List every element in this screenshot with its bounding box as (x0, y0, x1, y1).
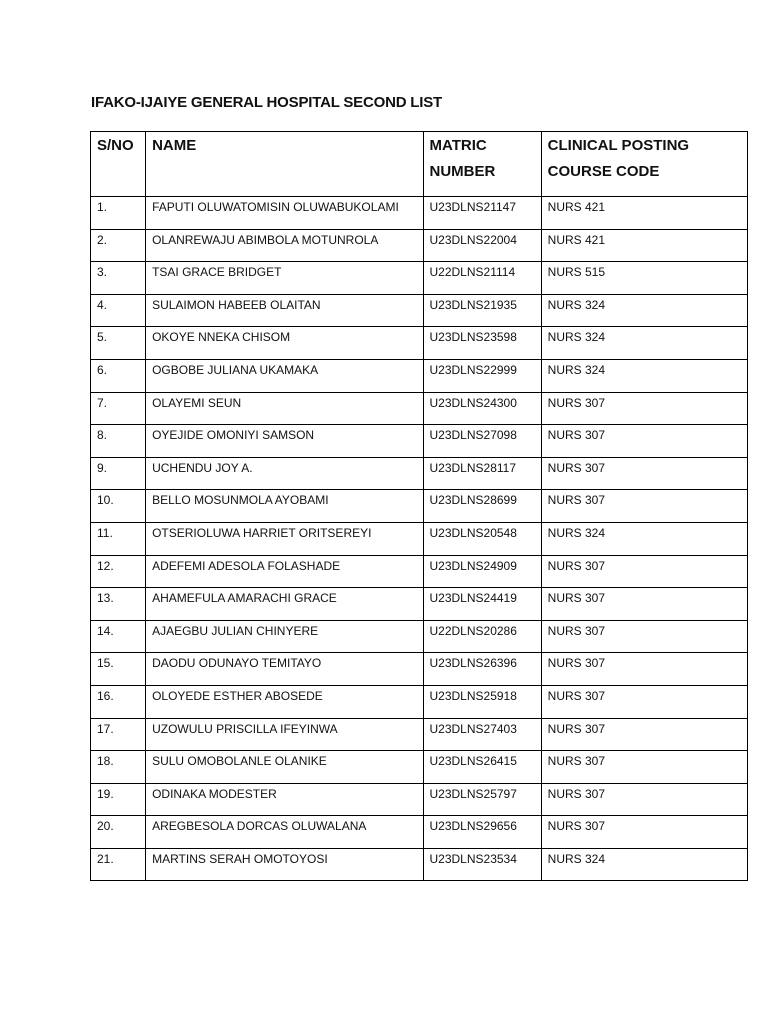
table-row (91, 718, 748, 751)
cell-sno: 8. (91, 425, 146, 458)
cell-course-code: NURS 307 (541, 425, 747, 458)
cell-course-code: NURS 307 (541, 816, 747, 849)
cell-matric-number: U23DLNS23534 (423, 848, 541, 881)
cell-name: ODINAKA MODESTER (146, 783, 423, 816)
table-row (91, 425, 748, 458)
cell-course-code: NURS 307 (541, 751, 747, 784)
cell-sno: 3. (91, 262, 146, 295)
cell-name: OGBOBE JULIANA UKAMAKA (146, 359, 423, 392)
header-row (91, 132, 748, 197)
cell-matric-number: U23DLNS28117 (423, 457, 541, 490)
cell-name: ADEFEMI ADESOLA FOLASHADE (146, 555, 423, 588)
cell-sno: 4. (91, 294, 146, 327)
table-row (91, 783, 748, 816)
table-row (91, 751, 748, 784)
cell-sno: 16. (91, 685, 146, 718)
header-name: NAME (146, 132, 423, 197)
table-row (91, 620, 748, 653)
table-header (91, 132, 748, 197)
cell-sno: 9. (91, 457, 146, 490)
cell-name: OKOYE NNEKA CHISOM (146, 327, 423, 360)
cell-course-code: NURS 307 (541, 588, 747, 621)
cell-matric-number: U23DLNS26396 (423, 653, 541, 686)
table-row (91, 262, 748, 295)
cell-sno: 2. (91, 229, 146, 262)
table-row (91, 816, 748, 849)
cell-name: BELLO MOSUNMOLA AYOBAMI (146, 490, 423, 523)
cell-name: TSAI GRACE BRIDGET (146, 262, 423, 295)
cell-sno: 5. (91, 327, 146, 360)
cell-name: OYEJIDE OMONIYI SAMSON (146, 425, 423, 458)
cell-course-code: NURS 324 (541, 327, 747, 360)
cell-matric-number: U23DLNS23598 (423, 327, 541, 360)
header-sno: S/NO (91, 132, 146, 197)
table-row (91, 588, 748, 621)
cell-sno: 17. (91, 718, 146, 751)
cell-matric-number: U23DLNS24909 (423, 555, 541, 588)
table-row (91, 197, 748, 230)
cell-course-code: NURS 324 (541, 359, 747, 392)
cell-matric-number: U23DLNS25918 (423, 685, 541, 718)
cell-course-code: NURS 324 (541, 522, 747, 555)
cell-name: OTSERIOLUWA HARRIET ORITSEREYI (146, 522, 423, 555)
cell-matric-number: U23DLNS24300 (423, 392, 541, 425)
cell-sno: 7. (91, 392, 146, 425)
cell-course-code: NURS 307 (541, 555, 747, 588)
cell-matric-number: U23DLNS27403 (423, 718, 541, 751)
cell-name: OLOYEDE ESTHER ABOSEDE (146, 685, 423, 718)
cell-matric-number: U23DLNS29656 (423, 816, 541, 849)
cell-name: AJAEGBU JULIAN CHINYERE (146, 620, 423, 653)
cell-matric-number: U22DLNS21114 (423, 262, 541, 295)
table-row (91, 685, 748, 718)
cell-matric-number: U23DLNS28699 (423, 490, 541, 523)
cell-course-code: NURS 421 (541, 197, 747, 230)
table-row (91, 490, 748, 523)
cell-matric-number: U22DLNS20286 (423, 620, 541, 653)
cell-course-code: NURS 307 (541, 620, 747, 653)
cell-sno: 10. (91, 490, 146, 523)
cell-course-code: NURS 307 (541, 653, 747, 686)
cell-name: DAODU ODUNAYO TEMITAYO (146, 653, 423, 686)
cell-sno: 6. (91, 359, 146, 392)
cell-name: AHAMEFULA AMARACHI GRACE (146, 588, 423, 621)
cell-sno: 20. (91, 816, 146, 849)
cell-sno: 12. (91, 555, 146, 588)
cell-name: SULAIMON HABEEB OLAITAN (146, 294, 423, 327)
table-row (91, 327, 748, 360)
cell-matric-number: U23DLNS21935 (423, 294, 541, 327)
cell-course-code: NURS 307 (541, 685, 747, 718)
cell-sno: 18. (91, 751, 146, 784)
cell-matric-number: U23DLNS21147 (423, 197, 541, 230)
cell-sno: 14. (91, 620, 146, 653)
cell-sno: 13. (91, 588, 146, 621)
cell-course-code: NURS 307 (541, 490, 747, 523)
cell-matric-number: U23DLNS27098 (423, 425, 541, 458)
cell-sno: 11. (91, 522, 146, 555)
cell-name: UCHENDU JOY A. (146, 457, 423, 490)
document-title: IFAKO-IJAIYE GENERAL HOSPITAL SECOND LIST (91, 94, 443, 111)
cell-sno: 1. (91, 197, 146, 230)
cell-sno: 21. (91, 848, 146, 881)
table-row (91, 555, 748, 588)
header-matric-number: MATRIC NUMBER (423, 132, 541, 197)
cell-matric-number: U23DLNS24419 (423, 588, 541, 621)
cell-name: AREGBESOLA DORCAS OLUWALANA (146, 816, 423, 849)
cell-name: OLAYEMI SEUN (146, 392, 423, 425)
cell-name: SULU OMOBOLANLE OLANIKE (146, 751, 423, 784)
table-row (91, 294, 748, 327)
cell-name: MARTINS SERAH OMOTOYOSI (146, 848, 423, 881)
table-row (91, 653, 748, 686)
cell-course-code: NURS 515 (541, 262, 747, 295)
table-row (91, 848, 748, 881)
header-course-code: CLINICAL POSTING COURSE CODE (541, 132, 747, 197)
cell-course-code: NURS 307 (541, 392, 747, 425)
cell-matric-number: U23DLNS26415 (423, 751, 541, 784)
cell-matric-number: U23DLNS22999 (423, 359, 541, 392)
table-row (91, 522, 748, 555)
cell-course-code: NURS 307 (541, 457, 747, 490)
cell-course-code: NURS 324 (541, 294, 747, 327)
cell-matric-number: U23DLNS20548 (423, 522, 541, 555)
table-row (91, 359, 748, 392)
cell-matric-number: U23DLNS22004 (423, 229, 541, 262)
table-row (91, 457, 748, 490)
table-row (91, 229, 748, 262)
table-body (91, 197, 748, 881)
cell-sno: 15. (91, 653, 146, 686)
cell-course-code: NURS 324 (541, 848, 747, 881)
cell-name: FAPUTI OLUWATOMISIN OLUWABUKOLAMI (146, 197, 423, 230)
cell-sno: 19. (91, 783, 146, 816)
cell-course-code: NURS 307 (541, 783, 747, 816)
table-row (91, 392, 748, 425)
cell-course-code: NURS 307 (541, 718, 747, 751)
cell-course-code: NURS 421 (541, 229, 747, 262)
cell-name: OLANREWAJU ABIMBOLA MOTUNROLA (146, 229, 423, 262)
cell-name: UZOWULU PRISCILLA IFEYINWA (146, 718, 423, 751)
cell-matric-number: U23DLNS25797 (423, 783, 541, 816)
student-list-table (90, 131, 748, 881)
